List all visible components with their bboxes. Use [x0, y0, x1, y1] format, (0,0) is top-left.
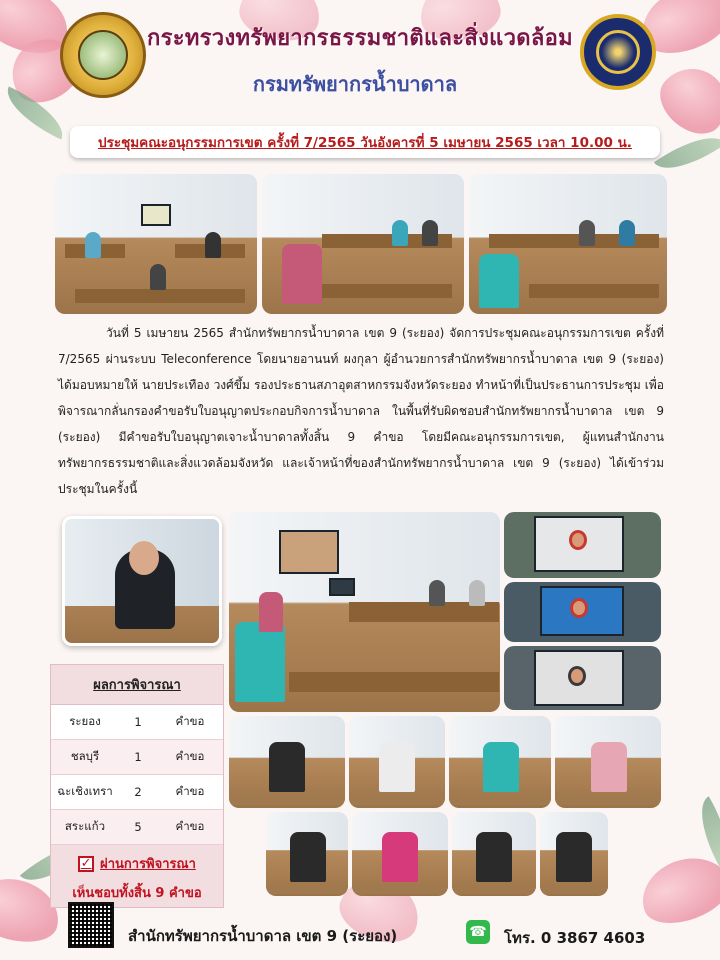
participant-photo — [452, 812, 536, 896]
results-table — [50, 664, 224, 908]
department-emblem-icon — [580, 14, 656, 90]
meeting-description — [58, 320, 664, 502]
table-row — [51, 740, 223, 775]
results-summary — [51, 845, 223, 907]
table-row — [51, 810, 223, 845]
participant-photo — [349, 716, 445, 808]
count-cell: 1 — [134, 750, 142, 764]
meeting-title: ประชุมคณะอนุกรรมการเขต ครั้งที่ 7/2565 วันอังคารที่ 5 เมษายน 2565 เวลา 10.00 น. — [70, 126, 660, 158]
participant-photo — [266, 812, 348, 896]
participant-photo — [449, 716, 551, 808]
participant-photo — [540, 812, 608, 896]
count-cell: 5 — [134, 820, 142, 834]
checked-box-icon: ✓ — [78, 856, 94, 872]
flower-decoration — [632, 846, 720, 933]
unit-cell: คำขอ — [175, 749, 205, 763]
ministry-title: กระทรวงทรัพยากรธรรมชาติและสิ่งแวดล้อม — [147, 26, 573, 51]
province-cell: ระยอง — [69, 714, 101, 728]
participant-photo — [352, 812, 448, 896]
table-row — [51, 705, 223, 740]
department-title: กรมทรัพยากรน้ำบาดาล — [252, 72, 458, 96]
count-cell: 2 — [134, 785, 142, 799]
approved-label: ผ่านการพิจารณา — [100, 857, 196, 872]
count-cell: 1 — [134, 715, 142, 729]
ministry-emblem-icon — [60, 12, 146, 98]
footer-office: สำนักทรัพยากรน้ำบาดาล เขต 9 (ระยอง) — [128, 927, 398, 945]
phone-icon: ☎ — [466, 920, 490, 944]
participant-photo — [555, 716, 661, 808]
video-call-photo — [504, 582, 661, 642]
description-text: วันที่ 5 เมษายน 2565 สำนักทรัพยากรน้ำบาดาล เขต 9 (ระยอง) จัดการประชุมคณะอนุกรรมการเขต ครั้งที่ 7/2565 ผ่านระบบ Teleconference โดยนายอานนท์ ผงกุลา ผู้อำนวยการสำนักทรัพยากรน้ำบาดาล เขต 9 (ระยอง) ได้มอบหมายให้ นายประเทือง วงศ์ขึ้ม รองประธานสภาอุตสาหกรรมจังหวัดระยอง ทำหน้าที่เป็นประธานการประชุม เพื่อพิจารณากลั่นกรองคำขอรับใบอนุญาตประกอบกิจการน้ำบาดาล ในพื้นที่รับผิดชอบสำนักทรัพยากรน้ำบาดาล เขต 9 (ระยอง) มีคำขอรับใบอนุญาตเจาะน้ำบาดาลทั้งสิ้น 9 คำขอ โดยมีคณะอนุกรรมการเขต, ผู้แทนสำนักงานทรัพยากรธรรมชาติและสิ่งแวดล้อมจังหวัด และเจ้าหน้าที่ของสำนักทรัพยากรน้ำบาดาล เขต 9 (ระยอง) ได้เข้าร่วมประชุมในครั้งนี้ — [58, 326, 664, 496]
video-call-photo — [504, 646, 661, 710]
province-cell: ฉะเชิงเทรา — [57, 784, 113, 798]
qr-code-icon[interactable] — [68, 902, 114, 948]
meeting-photo — [55, 174, 257, 314]
meeting-photo — [262, 174, 464, 314]
province-cell: ชลบุรี — [70, 749, 100, 763]
unit-cell: คำขอ — [175, 714, 205, 728]
unit-cell: คำขอ — [175, 784, 205, 798]
results-heading: ผลการพิจารณา — [51, 665, 223, 705]
table-row — [51, 775, 223, 810]
meeting-photo — [469, 174, 667, 314]
unit-cell: คำขอ — [175, 819, 205, 833]
video-call-photo — [504, 512, 661, 578]
meeting-room-photo — [229, 512, 500, 712]
province-cell: สระแก้ว — [64, 819, 106, 833]
participant-photo — [229, 716, 345, 808]
footer-phone: โทร. 0 3867 4603 — [504, 929, 646, 947]
approved-detail: เห็นชอบทั้งสิ้น 9 คำขอ — [72, 886, 202, 901]
chairman-photo — [62, 516, 222, 646]
